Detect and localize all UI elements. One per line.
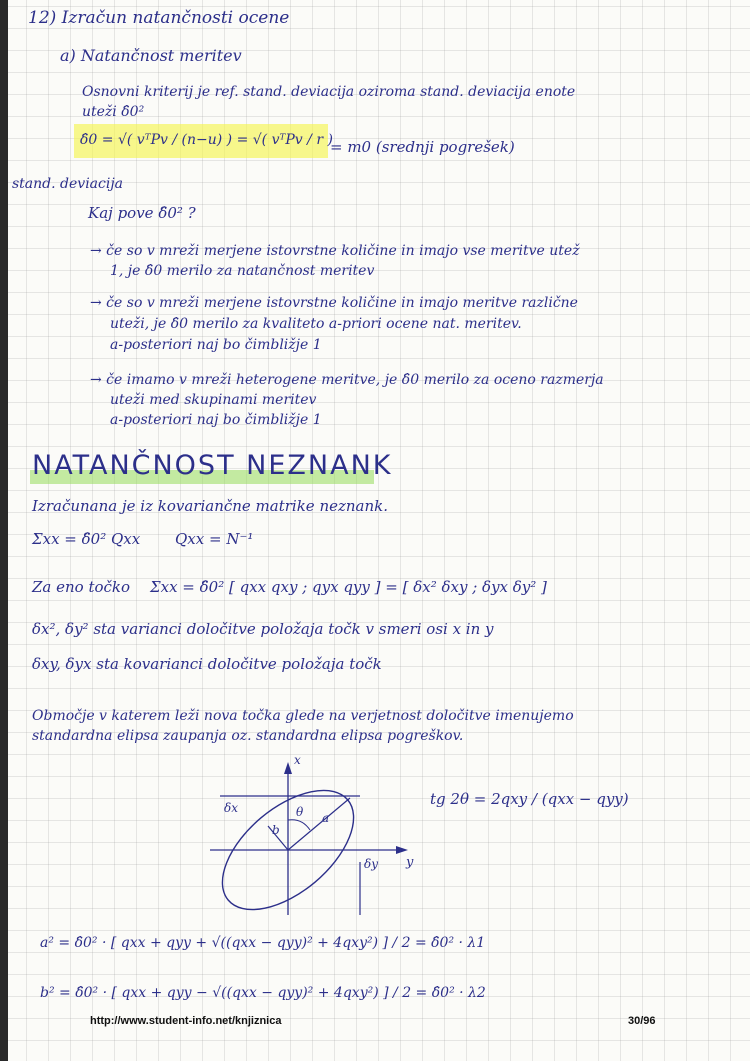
stand-dev-note: stand. deviacija bbox=[12, 176, 124, 192]
computed-from-line: Izračunana je iz kovariančne matrike neznank. bbox=[32, 497, 389, 515]
x-axis-arrow-icon bbox=[284, 762, 292, 774]
theta-label: θ bbox=[296, 805, 304, 819]
sigma-formula: δ̂0 = √( vᵀPv / (n−u) ) = √( vᵀPv / r ) bbox=[80, 132, 333, 148]
bullet-2-line-1: → če so v mreži merjene istovrstne količine in imajo meritve različne bbox=[90, 295, 578, 311]
criterion-line-1: Osnovni kriterij je ref. stand. deviacija oziroma stand. deviacija enote bbox=[82, 84, 576, 100]
a-label: a bbox=[322, 811, 330, 825]
m0-formula: = m0 (srednji pogrešek) bbox=[330, 138, 515, 156]
a-squared-formula: a² = δ̂0² · [ qxx + qyy + √((qxx − qyy)² + 4qxy²) ] / 2 = δ̂0² · λ1 bbox=[40, 935, 486, 951]
error-ellipse-diagram bbox=[210, 750, 430, 920]
tg-formula: tg 2θ = 2qxy / (qxx − qyy) bbox=[430, 790, 629, 808]
criterion-line-2: uteži δ̂0² bbox=[82, 104, 145, 120]
footer-url: http://www.student-info.net/knjiznica bbox=[90, 1015, 282, 1027]
question-line: Kaj pove δ̂0² ? bbox=[88, 204, 196, 222]
bullet-1-line-1: → če so v mreži merjene istovrstne količine in imajo vse meritve utež bbox=[90, 243, 580, 259]
dy-label: δy bbox=[364, 857, 379, 871]
bullet-3-line-2: uteži med skupinami meritev bbox=[110, 392, 317, 408]
b-squared-formula: b² = δ̂0² · [ qxx + qyy − √((qxx − qyy)² + 4qxy²) ] / 2 = δ̂0² · λ2 bbox=[40, 985, 486, 1001]
error-ellipse bbox=[210, 768, 375, 920]
qxx-formula: Qxx = N⁻¹ bbox=[175, 530, 254, 548]
one-point-label: Za eno točko bbox=[32, 578, 131, 596]
matrix-formula: Σxx = δ̂0² [ qxx qxy ; qyx qyy ] = [ δx² δxy ; δyx δy² ] bbox=[150, 578, 547, 596]
theta-arc bbox=[288, 820, 310, 830]
page-binding-edge bbox=[0, 0, 8, 1061]
heading-natancnost-neznank: NATANČNOST NEZNANK bbox=[32, 450, 393, 481]
y-axis-arrow-icon bbox=[396, 846, 408, 854]
axis-x-label: x bbox=[294, 753, 301, 767]
sigma-xx-formula: Σxx = δ̂0² Qxx bbox=[32, 530, 141, 548]
subsection-a-title: a) Natančnost meritev bbox=[60, 46, 242, 65]
ellipse-line-2: standardna elipsa zaupanja oz. standardna elipsa pogreškov. bbox=[32, 728, 464, 744]
bullet-1-line-2: 1, je δ̂0 merilo za natančnost meritev bbox=[110, 263, 375, 279]
section-title: 12) Izračun natančnosti ocene bbox=[28, 8, 290, 28]
bullet-3-line-1: → če imamo v mreži heterogene meritve, je δ̂0 merilo za oceno razmerja bbox=[90, 372, 604, 388]
covariance-line: δxy, δyx sta kovarianci določitve položaja točk bbox=[32, 655, 382, 673]
ellipse-line-1: Območje v katerem leži nova točka glede na verjetnost določitve imenujemo bbox=[32, 708, 574, 724]
variance-line: δx², δy² sta varianci določitve položaja točk v smeri osi x in y bbox=[32, 620, 494, 638]
b-label: b bbox=[272, 823, 280, 837]
bullet-2-line-2: uteži, je δ̂0 merilo za kvaliteto a-priori ocene nat. meritev. bbox=[110, 316, 522, 332]
axis-y-label: y bbox=[406, 855, 414, 870]
bullet-2-line-3: a-posteriori naj bo čimbližje 1 bbox=[110, 337, 322, 353]
bullet-3-line-3: a-posteriori naj bo čimbližje 1 bbox=[110, 412, 322, 428]
footer-page-number: 30/96 bbox=[628, 1015, 656, 1027]
dx-label: δx bbox=[224, 801, 238, 815]
